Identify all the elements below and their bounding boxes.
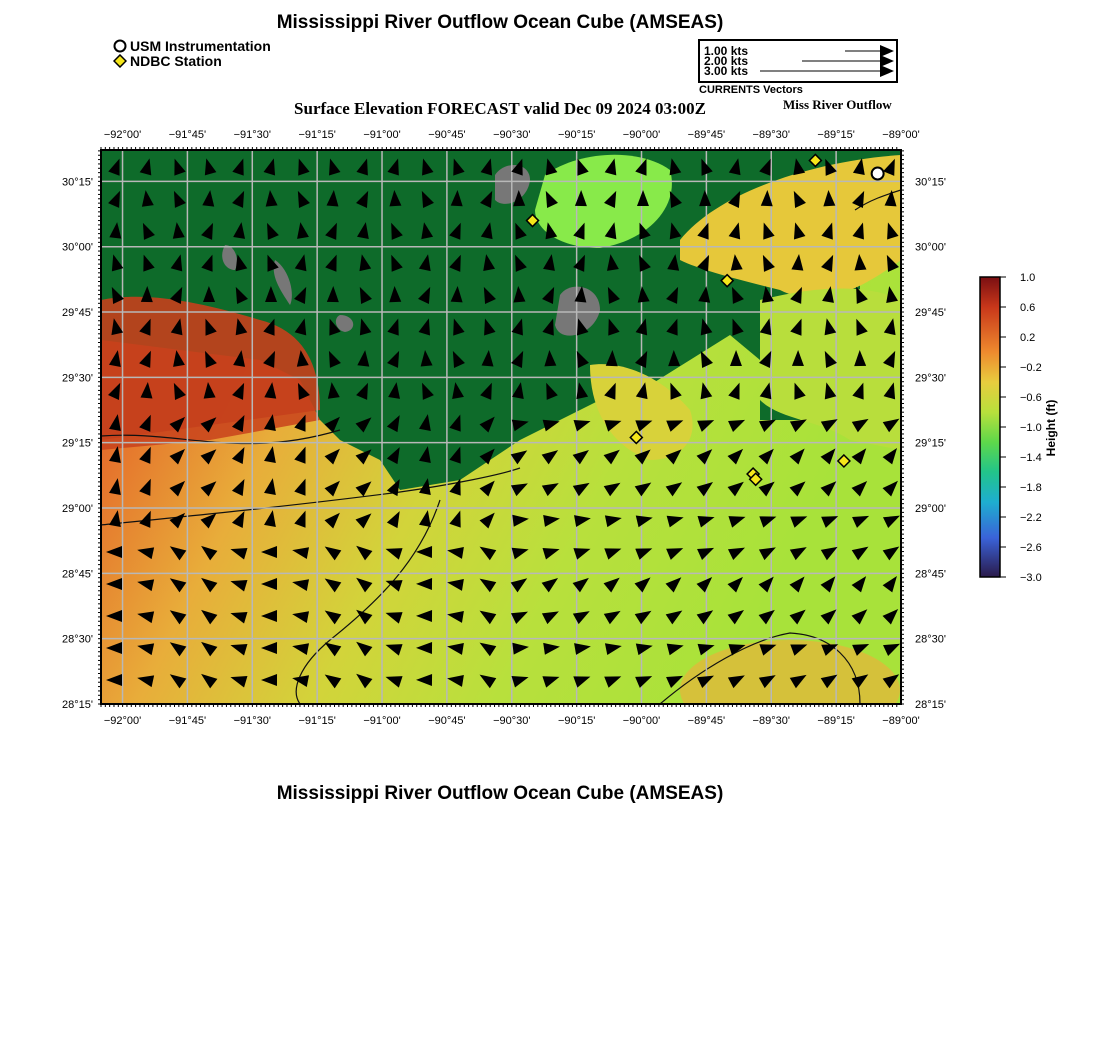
lon-labels-top	[104, 129, 920, 141]
lon-tick-label-top: −89°00'	[882, 129, 920, 141]
legend-usm	[113, 38, 271, 54]
lon-tick-label-bottom: −91°45'	[168, 715, 207, 727]
lon-tick-label-bottom: −91°30'	[233, 715, 271, 727]
lat-tick-label-right: 30°15'	[915, 176, 946, 189]
lat-tick-label-left: 28°30'	[62, 633, 93, 646]
lat-tick-label-left: 29°15'	[62, 437, 93, 450]
lon-tick-label-bottom: −91°00'	[363, 715, 401, 727]
colorbar-ticks	[1000, 272, 1042, 584]
arrow-2kt-icon	[880, 55, 894, 67]
lon-tick-label-top: −90°15'	[557, 129, 596, 141]
legend-ndbc	[113, 53, 222, 69]
vector-key-row-3: 3.00 kts	[704, 64, 749, 78]
ndbc-diamond-icon	[113, 54, 127, 68]
lat-tick-label-right: 28°15'	[915, 699, 946, 711]
colorbar-tick-label: −2.2	[1020, 512, 1042, 524]
colorbar	[960, 270, 1090, 590]
lat-tick-label-right: 29°15'	[915, 437, 946, 450]
lon-tick-label-top: −90°00'	[622, 129, 661, 141]
page-title-bottom: Mississippi River Outflow Ocean Cube (AMSEAS)	[276, 783, 724, 804]
lat-labels-left	[62, 176, 93, 711]
lat-tick-label-left: 30°15'	[62, 176, 93, 189]
legend-usm-label: USM Instrumentation	[130, 38, 271, 54]
colorbar-tick-label: 0.2	[1020, 332, 1036, 344]
lat-tick-label-left: 29°30'	[62, 372, 93, 385]
vector-key-arrows	[700, 41, 896, 81]
usm-circle-icon	[113, 39, 127, 53]
lat-tick-label-left: 29°00'	[62, 503, 93, 516]
lon-tick-label-top: −91°00'	[363, 129, 401, 141]
colorbar-tick-label: −1.0	[1020, 422, 1042, 434]
colorbar-label: Height (ft)	[1044, 399, 1058, 457]
lon-tick-label-bottom: −90°00'	[622, 715, 661, 727]
lat-tick-label-left: 29°45'	[62, 307, 93, 320]
lat-tick-label-right: 30°00'	[915, 241, 946, 254]
lon-tick-label-top: −90°30'	[493, 129, 531, 141]
lat-tick-label-right: 29°00'	[915, 503, 946, 516]
colorbar-tick-label: −3.0	[1020, 572, 1042, 584]
colorbar-tick-label: −1.4	[1020, 452, 1042, 464]
lon-tick-label-bottom: −91°15'	[298, 715, 336, 727]
lon-tick-label-top: −92°00'	[103, 129, 142, 141]
lon-tick-label-bottom: −90°15'	[557, 715, 596, 727]
lon-tick-label-top: −89°45'	[687, 129, 726, 141]
vector-key-box	[698, 39, 898, 83]
lon-tick-label-bottom: −92°00'	[103, 715, 142, 727]
lon-labels-bottom	[104, 715, 920, 727]
lon-tick-label-top: −91°30'	[233, 129, 271, 141]
lon-tick-label-bottom: −89°00'	[882, 715, 920, 727]
region-label: Miss River Outflow	[783, 97, 892, 112]
colorbar-gradient	[980, 277, 1000, 577]
colorbar-tick-label: −2.6	[1020, 542, 1042, 554]
lon-tick-label-bottom: −89°15'	[817, 715, 855, 727]
vector-key-caption: CURRENTS Vectors	[699, 84, 803, 96]
vector-key-row-2: 2.00 kts	[704, 54, 749, 68]
colorbar-tick-label: −0.2	[1020, 362, 1042, 374]
usm-station-marker	[872, 168, 884, 180]
lon-tick-label-top: −89°30'	[752, 129, 790, 141]
legend-ndbc-label: NDBC Station	[130, 53, 222, 69]
lon-tick-label-bottom: −90°45'	[428, 715, 466, 727]
colorbar-tick-label: 1.0	[1020, 272, 1036, 284]
page-title: Mississippi River Outflow Ocean Cube (AMSEAS)	[276, 12, 724, 33]
lat-tick-label-left: 28°45'	[62, 568, 93, 581]
lon-tick-label-top: −91°45'	[168, 129, 207, 141]
lat-tick-label-right: 28°45'	[915, 568, 946, 581]
colorbar-tick-label: −1.8	[1020, 482, 1042, 494]
lat-tick-label-left: 28°15'	[62, 699, 93, 711]
colorbar-tick-label: −0.6	[1020, 392, 1042, 404]
lat-tick-label-right: 29°45'	[915, 307, 946, 320]
lat-tick-label-right: 29°30'	[915, 372, 946, 385]
arrow-1kt-icon	[880, 45, 894, 57]
lon-tick-label-top: −91°15'	[298, 129, 336, 141]
lat-tick-label-right: 28°30'	[915, 633, 946, 646]
vector-key-row-1: 1.00 kts	[704, 44, 749, 58]
lon-tick-label-bottom: −90°30'	[493, 715, 531, 727]
lon-tick-label-bottom: −89°45'	[687, 715, 726, 727]
map-panel	[0, 120, 960, 740]
lat-tick-label-left: 30°00'	[62, 241, 93, 254]
lon-tick-label-bottom: −89°30'	[752, 715, 790, 727]
lat-labels-right	[915, 176, 946, 711]
arrow-3kt-icon	[880, 65, 894, 77]
colorbar-tick-label: 0.6	[1020, 302, 1036, 314]
lon-tick-label-top: −90°45'	[428, 129, 466, 141]
lon-tick-label-top: −89°15'	[817, 129, 855, 141]
map-subtitle: Surface Elevation FORECAST valid Dec 09 2024 03:00Z	[294, 99, 706, 118]
